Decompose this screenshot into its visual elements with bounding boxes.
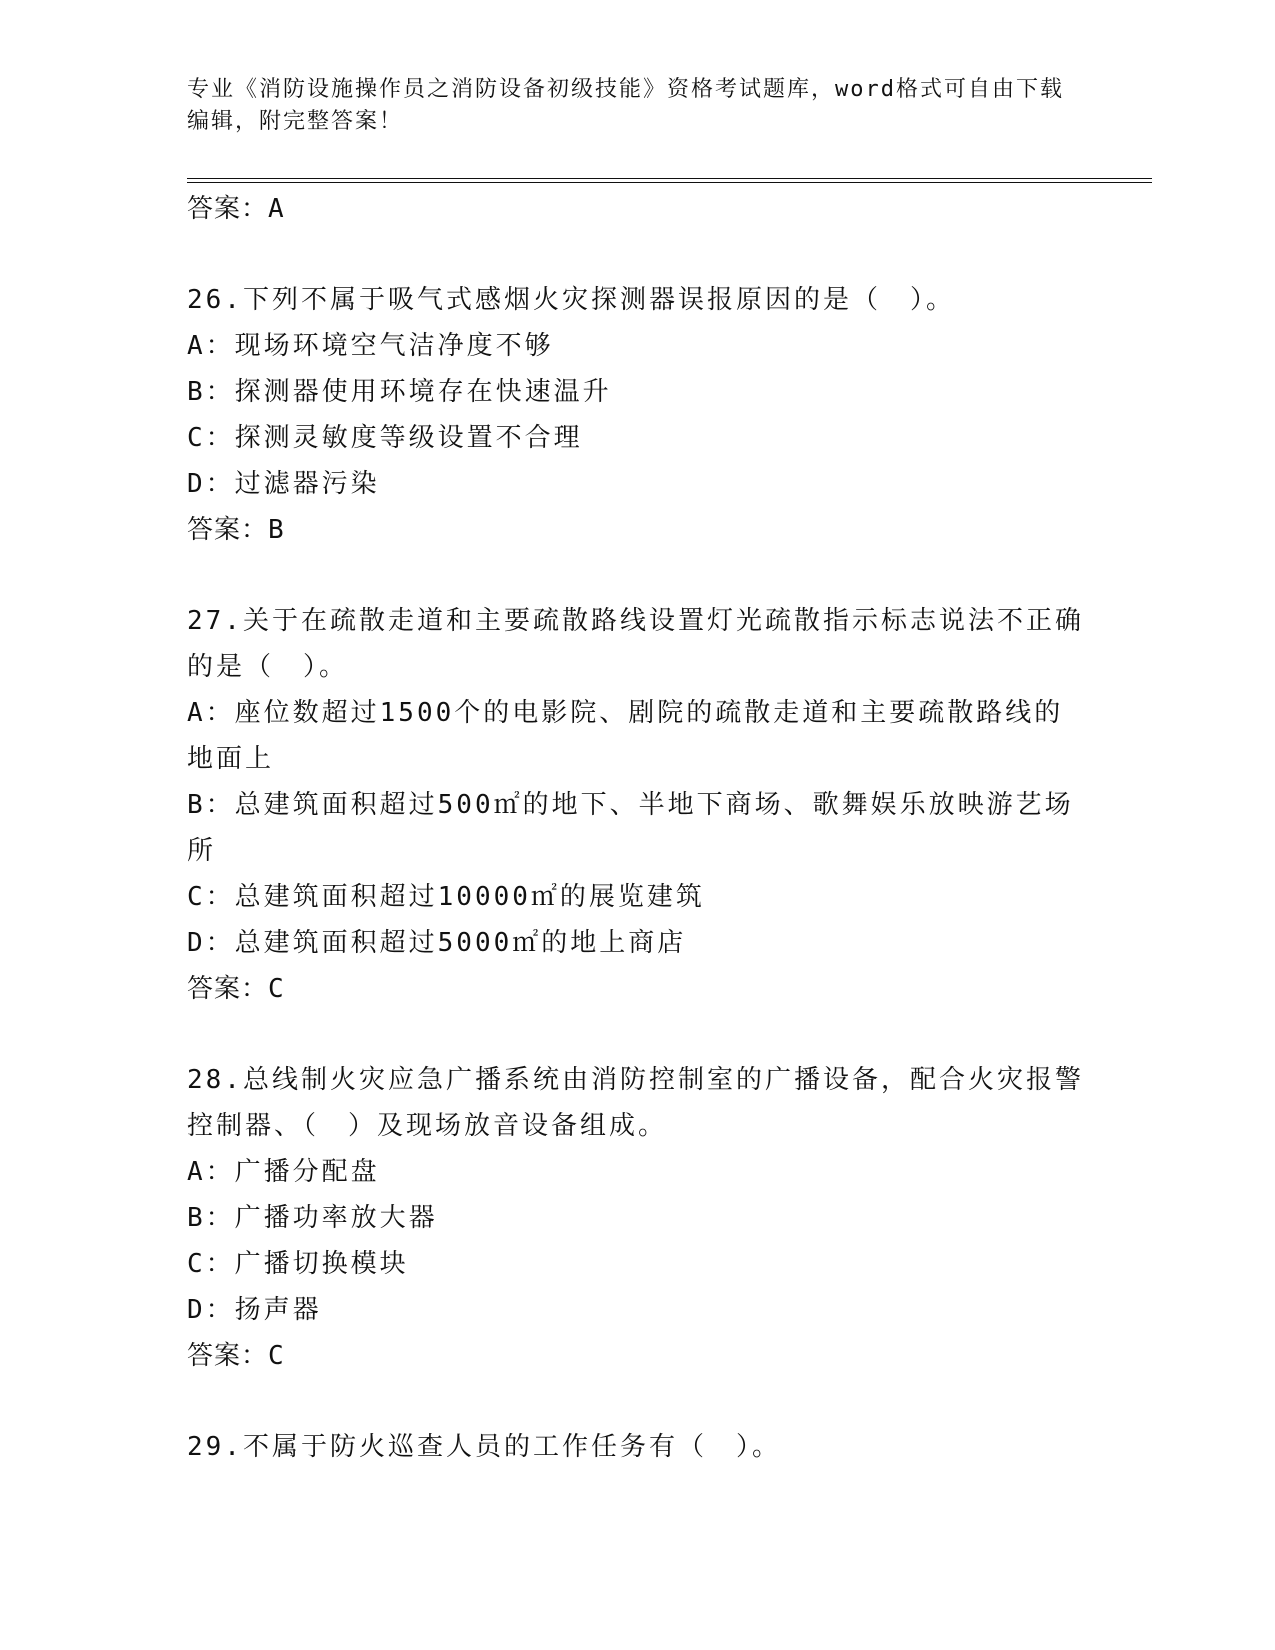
- option-d: D：过滤器污染: [187, 469, 380, 499]
- answer-line: 答案：C: [187, 1341, 285, 1371]
- answer-line: 答案：B: [187, 515, 285, 545]
- answer-line: 答案：C: [187, 974, 285, 1004]
- question-item-28: [187, 1057, 1087, 1379]
- option-a: A：座位数超过1500个的电影院、剧院的疏散走道和主要疏散路线的地面上: [187, 698, 1064, 774]
- header-rule-bottom: [187, 182, 1152, 183]
- option-d: D：扬声器: [187, 1295, 322, 1325]
- answer-line: 答案：A: [187, 194, 285, 224]
- option-c: C：广播切换模块: [187, 1249, 409, 1279]
- question-text: 29.不属于防火巡查人员的工作任务有（ ）。: [187, 1432, 781, 1462]
- question-item-26: [187, 277, 1087, 553]
- option-b: B：探测器使用环境存在快速温升: [187, 377, 612, 407]
- document-header: 专业《消防设施操作员之消防设备初级技能》资格考试题库，word格式可自由下载编辑，附完整答案！: [187, 77, 1064, 134]
- option-c: C：总建筑面积超过10000㎡的展览建筑: [187, 882, 705, 912]
- question-text: 26.下列不属于吸气式感烟火灾探测器误报原因的是（ ）。: [187, 285, 955, 315]
- question-item-29: [187, 1424, 1087, 1470]
- option-d: D：总建筑面积超过5000㎡的地上商店: [187, 928, 687, 958]
- question-text: 28.总线制火灾应急广播系统由消防控制室的广播设备，配合火灾报警控制器、（ ）及现场放音设备组成。: [187, 1065, 1084, 1141]
- option-b: B：总建筑面积超过500㎡的地下、半地下商场、歌舞娱乐放映游艺场所: [187, 790, 1074, 866]
- question-list: [187, 186, 1087, 1470]
- option-b: B：广播功率放大器: [187, 1203, 438, 1233]
- header-rule-top: [187, 178, 1152, 179]
- option-c: C：探测灵敏度等级设置不合理: [187, 423, 583, 453]
- question-text: 27.关于在疏散走道和主要疏散路线设置灯光疏散指示标志说法不正确的是（ ）。: [187, 606, 1084, 682]
- option-a: A：广播分配盘: [187, 1157, 380, 1187]
- question-item-27: [187, 598, 1087, 1012]
- option-a: A：现场环境空气洁净度不够: [187, 331, 554, 361]
